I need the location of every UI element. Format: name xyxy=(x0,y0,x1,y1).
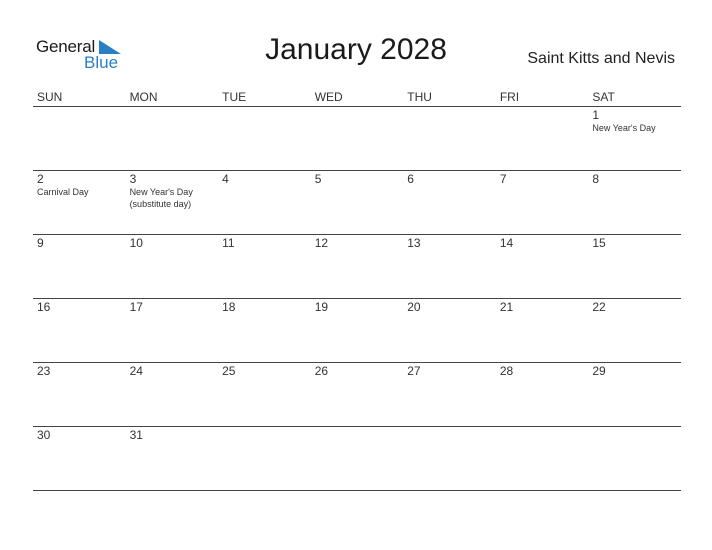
day-cell xyxy=(496,299,589,362)
week-row xyxy=(33,427,681,491)
day-number: 9 xyxy=(37,236,44,250)
day-number: 18 xyxy=(222,300,236,314)
day-number: 22 xyxy=(592,300,606,314)
day-cell xyxy=(218,235,311,298)
weekday-header: SUN xyxy=(37,90,63,104)
day-number: 3 xyxy=(129,172,137,186)
day-number: 7 xyxy=(499,172,507,186)
day-cell xyxy=(588,427,681,490)
day-cell xyxy=(403,107,496,170)
day-cell xyxy=(126,235,219,298)
week-row xyxy=(33,171,681,235)
day-number: 6 xyxy=(407,172,414,186)
day-cell xyxy=(33,235,126,298)
day-cell xyxy=(311,299,404,362)
day-cell xyxy=(496,107,589,170)
weekday-header: FRI xyxy=(499,90,520,104)
week-row xyxy=(33,363,681,427)
day-cell xyxy=(126,171,219,234)
day-cell xyxy=(311,427,404,490)
day-number: 17 xyxy=(129,300,143,314)
week-row xyxy=(33,107,681,171)
day-number: 16 xyxy=(37,300,51,314)
day-cell xyxy=(496,363,589,426)
day-number: 24 xyxy=(129,364,143,378)
day-number: 15 xyxy=(592,236,606,250)
day-cell xyxy=(311,235,404,298)
day-cell xyxy=(33,299,126,362)
calendar-grid xyxy=(33,88,681,491)
day-cell xyxy=(403,363,496,426)
day-number: 28 xyxy=(499,364,514,378)
day-number: 2 xyxy=(37,172,44,186)
day-cell xyxy=(496,235,589,298)
day-cell xyxy=(496,171,589,234)
day-number: 14 xyxy=(499,236,514,250)
day-cell xyxy=(588,171,681,234)
weekday-header: SAT xyxy=(592,90,615,104)
day-cell xyxy=(33,427,126,490)
day-number: 21 xyxy=(499,300,514,314)
day-cell xyxy=(311,363,404,426)
weekday-header: THU xyxy=(407,90,432,104)
day-number: 31 xyxy=(129,428,143,442)
day-cell xyxy=(218,363,311,426)
logo-text-general: General xyxy=(36,37,96,56)
day-number: 23 xyxy=(37,364,51,378)
day-number: 8 xyxy=(592,172,600,186)
weekday-header-row xyxy=(33,88,681,107)
day-cell xyxy=(588,235,681,298)
day-cell xyxy=(403,235,496,298)
day-cell xyxy=(588,299,681,362)
day-cell xyxy=(33,107,126,170)
day-cell xyxy=(403,427,496,490)
day-number: 29 xyxy=(592,364,606,378)
country-name: Saint Kitts and Nevis xyxy=(527,50,675,67)
holiday-label: New Year's Day (substitute day) xyxy=(129,187,193,209)
day-cell xyxy=(588,363,681,426)
day-number: 25 xyxy=(222,364,236,378)
weekday-header: TUE xyxy=(222,90,247,104)
day-cell xyxy=(33,363,126,426)
holiday-label: Carnival Day xyxy=(37,187,89,197)
day-number: 26 xyxy=(314,364,329,378)
day-cell xyxy=(126,363,219,426)
day-number: 5 xyxy=(314,172,322,186)
week-row xyxy=(33,235,681,299)
day-number: 1 xyxy=(592,108,600,122)
day-cell xyxy=(311,107,404,170)
day-cell xyxy=(218,171,311,234)
day-cell xyxy=(496,427,589,490)
day-number: 20 xyxy=(407,300,421,314)
day-cell xyxy=(588,107,681,170)
day-cell xyxy=(403,171,496,234)
day-cell xyxy=(218,427,311,490)
day-number: 11 xyxy=(222,236,235,250)
day-number: 13 xyxy=(407,236,421,250)
day-cell xyxy=(218,299,311,362)
day-number: 4 xyxy=(222,172,229,186)
weekday-header: WED xyxy=(314,90,343,104)
day-cell xyxy=(126,427,219,490)
calendar-title: January 2028 xyxy=(265,33,447,66)
day-cell xyxy=(126,299,219,362)
day-number: 19 xyxy=(314,300,329,314)
holiday-label: New Year's Day xyxy=(592,123,656,133)
logo-text-blue: Blue xyxy=(84,53,119,72)
day-number: 27 xyxy=(407,364,421,378)
day-number: 10 xyxy=(129,236,143,250)
week-row xyxy=(33,299,681,363)
weekday-header: MON xyxy=(129,90,158,104)
day-cell xyxy=(33,171,126,234)
weeks-container xyxy=(33,107,681,491)
day-number: 30 xyxy=(37,428,51,442)
day-cell xyxy=(218,107,311,170)
day-number: 12 xyxy=(314,236,329,250)
day-cell xyxy=(403,299,496,362)
day-cell xyxy=(311,171,404,234)
day-cell xyxy=(126,107,219,170)
